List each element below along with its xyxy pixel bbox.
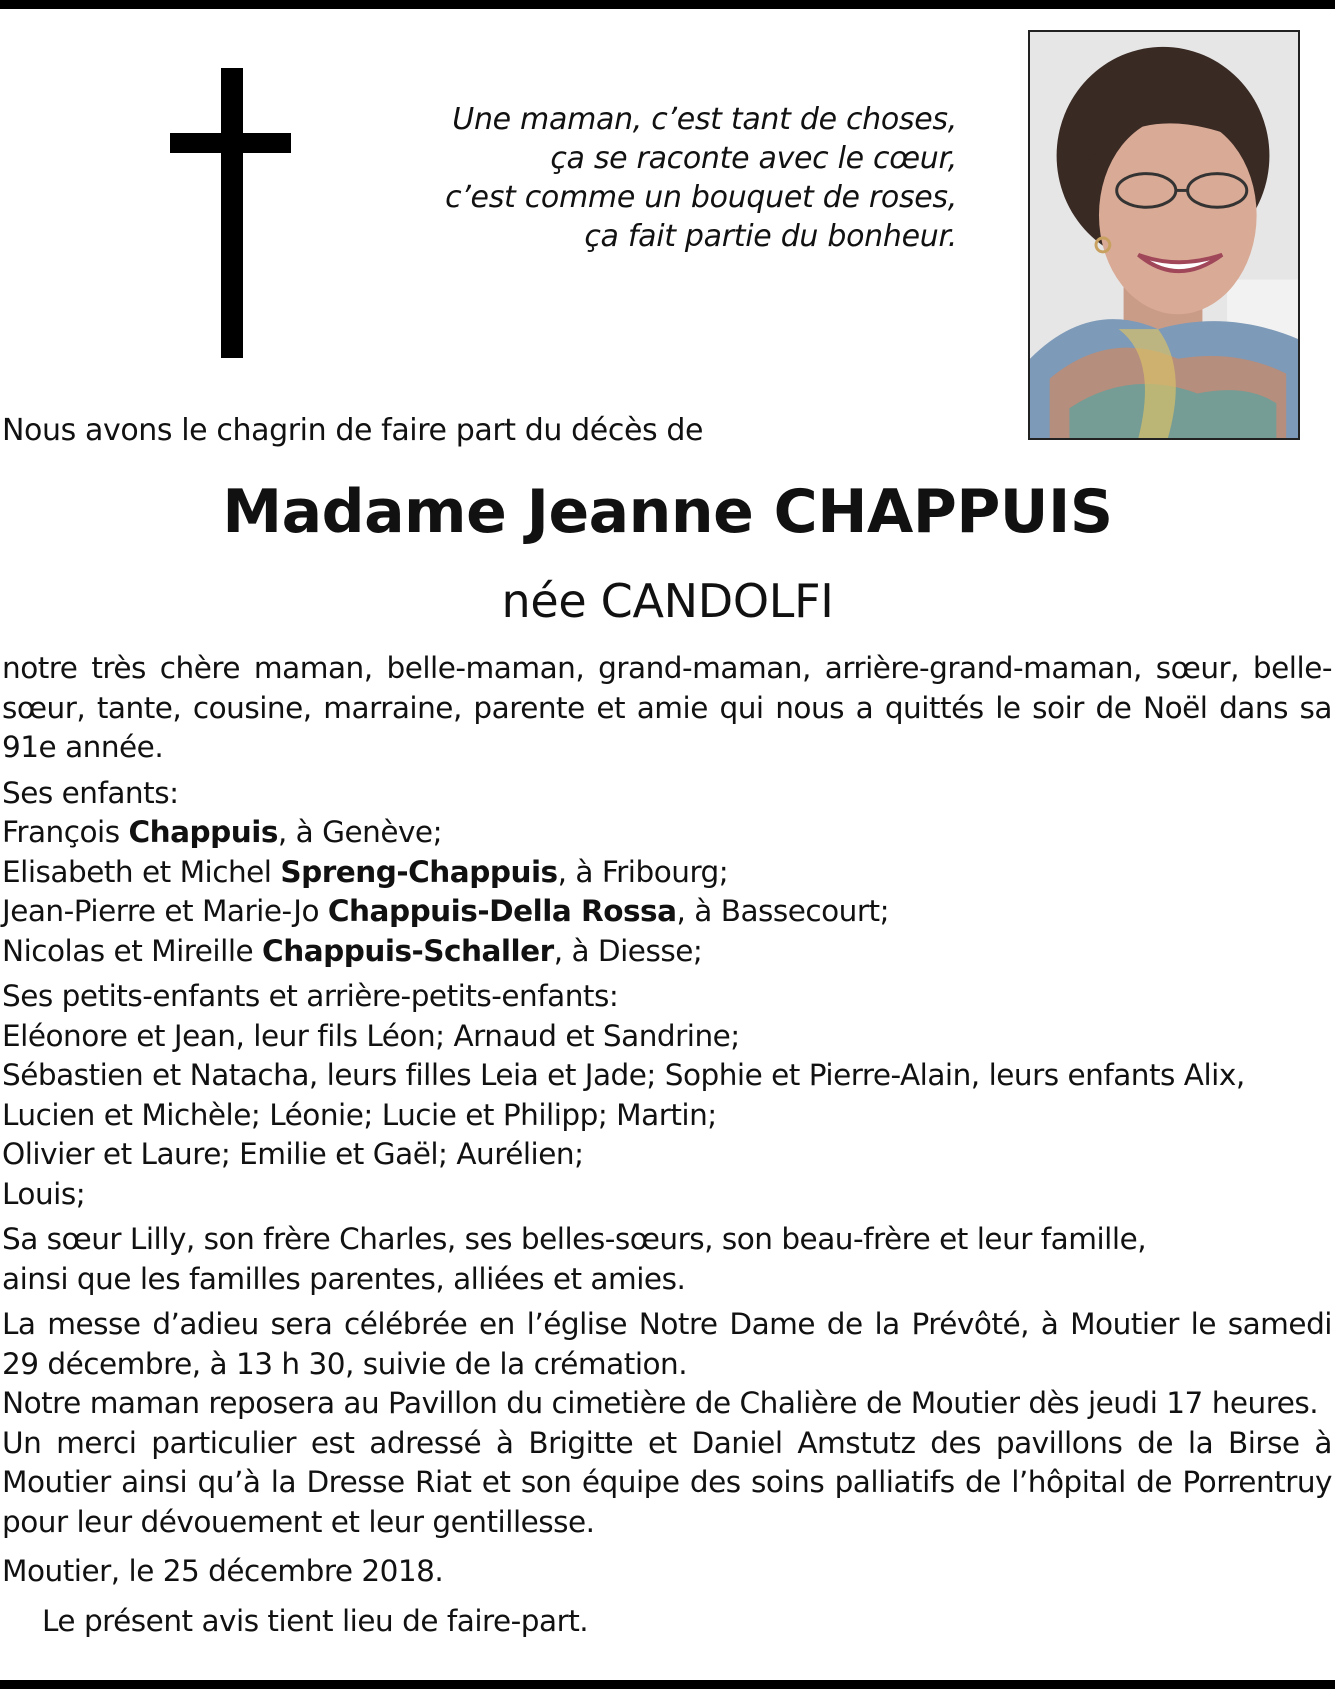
grandchildren-line: Olivier et Laure; Emilie et Gaël; Aurélien; xyxy=(2,1137,584,1171)
grandchildren-line: Lucien et Michèle; Léonie; Lucie et Philipp; Martin; xyxy=(2,1097,717,1132)
grandchildren-line: Eléonore et Jean, leur fils Léon; Arnaud et Sandrine; xyxy=(2,1018,740,1053)
portrait-photo xyxy=(1028,30,1300,440)
place-date: Moutier, le 25 décembre 2018. xyxy=(2,1554,444,1588)
child-entry: Elisabeth et Michel Spreng-Chappuis, à Fribourg; xyxy=(2,854,729,889)
poem-line: Une maman, c’est tant de choses, xyxy=(452,102,957,137)
grandchildren-heading: Ses petits-enfants et arrière-petits-enfants: xyxy=(2,979,619,1013)
notice-footer: Le présent avis tient lieu de faire-part. xyxy=(42,1603,589,1638)
poem-line: c’est comme un bouquet de roses, xyxy=(445,180,957,215)
child-entry: Nicolas et Mireille Chappuis-Schaller, à Diesse; xyxy=(2,933,703,968)
siblings-section xyxy=(2,1220,1332,1299)
description-paragraph: notre très chère maman, belle-maman, grand-maman, arrière-grand-maman, sœur, belle-sœur, tante, cousine, marraine, parente et amie qui nous a quittés le soir de Noël dans sa 91e année. xyxy=(2,651,1332,764)
maiden-name: née CANDOLFI xyxy=(501,574,834,628)
poem xyxy=(397,100,957,256)
children-heading: Ses enfants: xyxy=(2,775,179,810)
child-entry: François Chappuis, à Genève; xyxy=(2,815,443,849)
grandchildren-section xyxy=(2,977,1332,1214)
resting-paragraph: Notre maman reposera au Pavillon du cimetière de Chalière de Moutier dès jeudi 17 heures. xyxy=(2,1386,1319,1420)
children-section xyxy=(2,774,1332,972)
poem-line: ça se raconte avec le cœur, xyxy=(550,141,957,176)
siblings-line: ainsi que les familles parentes, alliées et amies. xyxy=(2,1261,686,1296)
child-entry: Jean-Pierre et Marie-Jo Chappuis-Della Rossa, à Bassecourt; xyxy=(2,894,890,928)
grandchildren-line: Louis; xyxy=(2,1176,86,1211)
ceremony-paragraph: La messe d’adieu sera célébrée en l’église Notre Dame de la Prévôté, à Moutier le samedi 29 décembre, à 13 h 30, suivie de la crémation. xyxy=(2,1307,1332,1381)
poem-line: ça fait partie du bonheur. xyxy=(584,219,957,254)
siblings-line: Sa sœur Lilly, son frère Charles, ses belles-sœurs, son beau-frère et leur famille, xyxy=(2,1222,1147,1256)
grandchildren-line: Sébastien et Natacha, leurs filles Leia et Jade; Sophie et Pierre-Alain, leurs enfants Alix, xyxy=(2,1058,1245,1092)
intro-text: Nous avons le chagrin de faire part du décès de xyxy=(2,413,704,448)
cross-icon xyxy=(170,68,291,358)
deceased-name: Madame Jeanne CHAPPUIS xyxy=(222,477,1113,547)
notice-body xyxy=(2,649,1332,1641)
bottom-rule xyxy=(0,1680,1335,1689)
thanks-paragraph: Un merci particulier est adressé à Brigitte et Daniel Amstutz des pavillons de la Birse à Moutier ainsi qu’à la Dresse Riat et son équipe des soins palliatifs de l’hôpital de Porrentruy pour leur dévouement et leur gentillesse. xyxy=(2,1425,1332,1539)
top-rule xyxy=(0,0,1335,9)
